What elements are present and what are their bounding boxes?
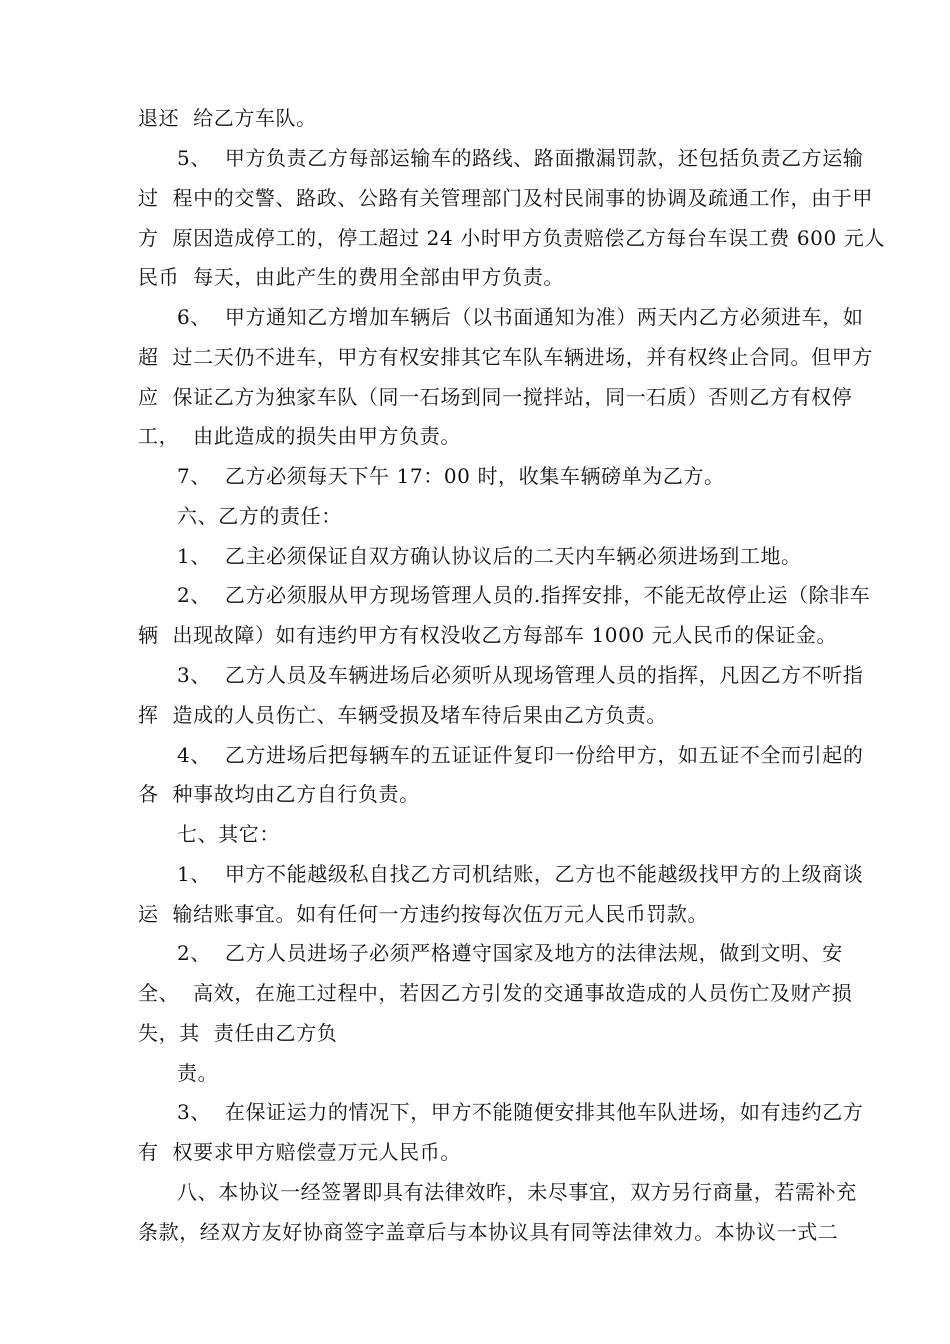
section-heading: 八、本协议一经签署即具有法律效昨，未尽事宜，双方另行商量，若需补充 xyxy=(177,1180,857,1204)
text-line: 民币 每天，由此产生的费用全部由甲方负责。 xyxy=(138,265,564,289)
text-line: 4、 乙方进场后把每辆车的五证证件复印一份给甲方，如五证不全而引起的 xyxy=(177,743,864,767)
text-line: 退还 给乙方车队。 xyxy=(138,106,317,130)
text-line: 全、 高效，在施工过程中，若因乙方引发的交通事故造成的人员伤亡及财产损 xyxy=(138,981,853,1005)
text-line: 2、 乙方必须服从甲方现场管理人员的.指挥安排，不能无故停止运（除非车 xyxy=(177,583,871,607)
text-line: 工， 由此造成的损失由甲方负责。 xyxy=(138,424,461,448)
text-line: 失，其 责任由乙方负 xyxy=(138,1021,338,1045)
text-line: 有 权要求甲方赔偿壹万元人民币。 xyxy=(138,1140,461,1164)
text-line: 过 程中的交警、路政、公路有关管理部门及村民闹事的协调及疏通工作，由于甲 xyxy=(138,186,873,210)
text-line: 挥 造成的人员伤亡、车辆受损及堵车待后果由乙方负责。 xyxy=(138,703,667,727)
text-line: 7、 乙方必须每天下午 17：00 时，收集车辆磅单为乙方。 xyxy=(177,464,725,488)
text-line: 辆 出现故障）如有违约甲方有权没收乙方每部车 1000 元人民币的保证金。 xyxy=(138,623,838,647)
text-line: 各 种事故均由乙方自行负责。 xyxy=(138,782,420,806)
text-line: 方 原因造成停工的，停工超过 24 小时甲方负责赔偿乙方每台车误工费 600 元人 xyxy=(138,226,885,250)
section-heading: 七、其它： xyxy=(177,822,280,846)
text-line: 3、 乙方人员及车辆进场后必须听从现场管理人员的指挥，凡因乙方不听指 xyxy=(177,663,864,687)
text-line: 超 过二天仍不进车，甲方有权安排其它车队车辆进场，并有权终止合同。但甲方 xyxy=(138,345,873,369)
text-line: 6、 甲方通知乙方增加车辆后（以书面通知为准）两天内乙方必须进车，如 xyxy=(177,305,864,329)
text-line: 条款，经双方友好协商签字盖章后与本协议具有同等法律效力。本协议一式二 xyxy=(138,1220,839,1244)
text-line: 应 保证乙方为独家车队（同一石场到同一搅拌站，同一石质）否则乙方有权停 xyxy=(138,385,853,409)
text-line: 2、 乙方人员进场子必须严格遵守国家及地方的法律法规，做到文明、安 xyxy=(177,941,843,965)
text-line: 3、 在保证运力的情况下，甲方不能随便安排其他车队进场，如有违约乙方 xyxy=(177,1100,864,1124)
section-heading: 六、乙方的责任： xyxy=(177,504,342,528)
text-line: 5、 甲方负责乙方每部运输车的路线、路面撒漏罚款，还包括负责乙方运输 xyxy=(177,146,864,170)
text-line: 责。 xyxy=(177,1061,219,1085)
text-line: 运 输结账事宜。如有任何一方违约按每次伍万元人民币罚款。 xyxy=(138,902,709,926)
text-line: 1、 乙主必须保证自双方确认协议后的二天内车辆必须进场到工地。 xyxy=(177,544,802,568)
text-line: 1、 甲方不能越级私自找乙方司机结账，乙方也不能越级找甲方的上级商谈 xyxy=(177,862,864,886)
